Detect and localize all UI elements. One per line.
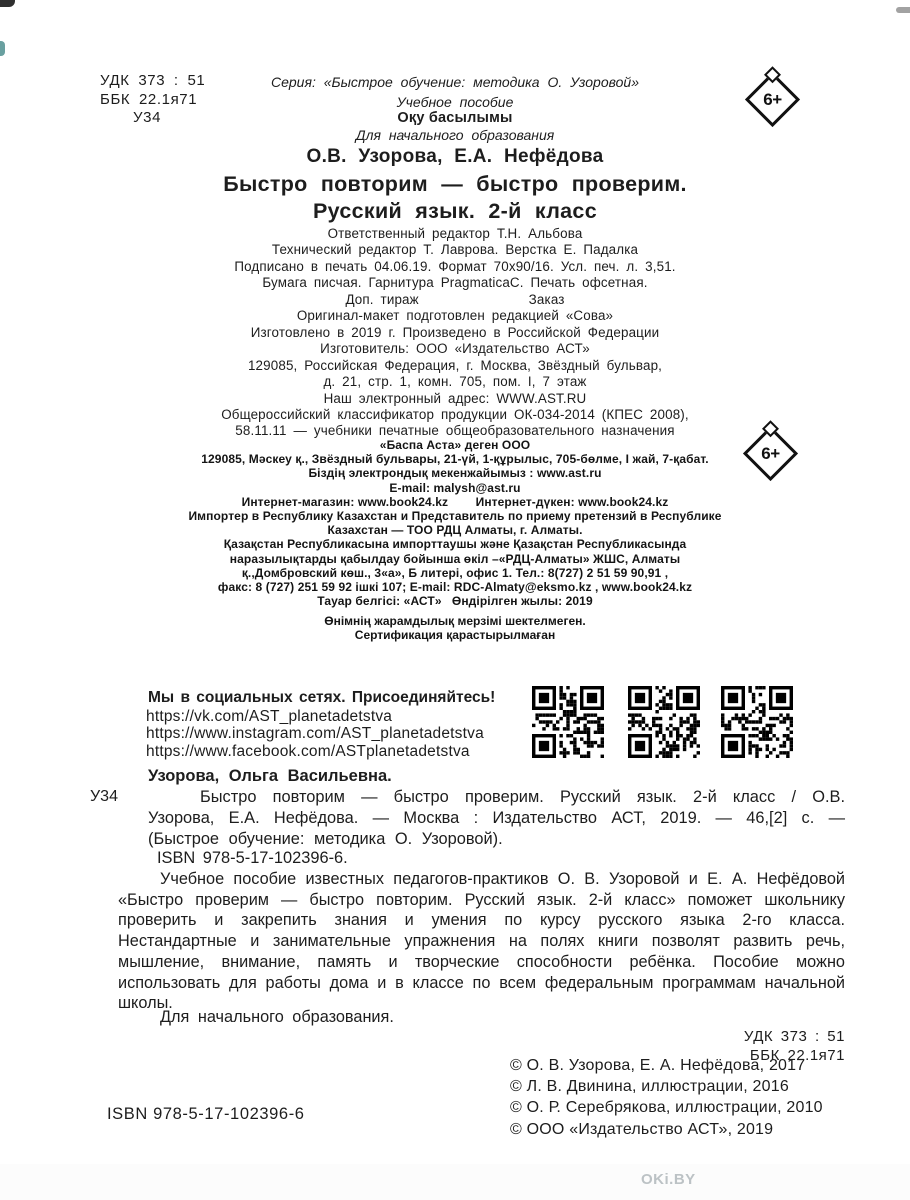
imprint-line: Изготовитель: ООО «Издательство АСТ»: [320, 341, 590, 357]
kazakh-imprint-line: наразылықтарды қабылдау бойынша өкіл –«РДЦ-Алматы» ЖШС, Алматы: [229, 551, 681, 566]
kazakh-imprint-block: [0, 438, 910, 608]
copyright-line: © О. В. Узорова, Е. А. Нефёдова, 2017: [510, 1057, 806, 1074]
copyright-line: © ООО «Издательство АСТ», 2019: [510, 1120, 774, 1138]
udk-number: УДК 373 : 51: [100, 72, 206, 89]
social-links-block: [146, 708, 484, 760]
social-heading: Мы в социальных сетях. Присоединяйтесь!: [148, 689, 496, 706]
qr-code: [628, 686, 700, 758]
bbk-number: ББК 22.1я71: [100, 90, 198, 108]
imprint-line: Подписано в печать 04.06.19. Формат 70x90/16. Усл. печ. л. 3,51.: [234, 258, 676, 274]
author-sign: У34: [133, 109, 162, 126]
social-link: https://www.instagram.com/AST_planetadetstva: [146, 725, 484, 743]
footer-bbk: ББК 22.1я71: [749, 1047, 845, 1064]
kazakh-imprint-line: қ.,Домбровский көш., 3«а», Б литері, офис 1. Тел.: 8(727) 2 51 59 90,91 ,: [241, 565, 669, 580]
watermark: OKi.BY: [641, 1171, 696, 1188]
imprint-block: [0, 226, 910, 440]
copyright-block: [510, 1055, 823, 1140]
social-link: https://vk.com/AST_planetadetstva: [146, 708, 393, 725]
scan-artifact-top-right: [896, 7, 910, 13]
audience-line: Для начального образования: [355, 127, 555, 143]
qr-code: [532, 686, 604, 758]
kazakh-imprint-line: Біздің электрондық мекенжайымыз : www.ast.ru: [308, 466, 602, 481]
book-title-line-2: Русский язык. 2-й класс: [313, 199, 597, 223]
annotation-paragraph: Учебное пособие известных педагогов-практиков О. В. Узоровой и Е. А. Нефёдовой «Быстро проверим — быстро повторим. Русский язык. 2-й класс» поможет школьнику проверить и закрепить знания и умения по курсу русского языка 2-го класса. Нестандартные и занимательные упражнения на полях книги позволят развить речь, мышление, внимание, память и творческие способности ребёнка. Пособие можно использовать для работы дома и в классе по всем федеральным программам начальной школы.: [118, 870, 845, 1013]
annotation-audience: Для начального образования.: [160, 1008, 394, 1026]
copyright-line: © О. Р. Серебрякова, иллюстрации, 2010: [510, 1099, 823, 1117]
imprint-line: 58.11.11 — учебники печатные общеобразовательного назначения: [235, 423, 675, 439]
imprint-line: Бумага писчая. Гарнитура PragmaticaC. Печать офсетная.: [262, 275, 648, 291]
catalog-code: У34: [90, 788, 118, 805]
imprint-line: Наш электронный адрес: WWW.AST.RU: [323, 390, 587, 406]
imprint-line: Оригинал-макет подготовлен редакцией «Сова»: [296, 308, 614, 324]
kazakh-imprint-line: 129085, Мәскеу қ., Звёздный бульвары, 21-үй, 1-құрылыс, 705-бөлме, I жай, 7-қабат.: [201, 452, 709, 467]
scan-artifact-top-left: [0, 0, 15, 7]
imprint-line: Общероссийский классификатор продукции ОК-034-2014 (КПЕС 2008),: [221, 406, 689, 422]
kazakh-note-line: Сертификация қарастырылмаған: [354, 628, 556, 643]
copyright-line: © Л. В. Двинина, иллюстрации, 2016: [510, 1078, 789, 1096]
kazakh-imprint-line: «Баспа Аста» деген ООО: [379, 438, 531, 452]
kazakh-note-line: Өнімнің жарамдылық мерзімі шектелмеген.: [324, 614, 586, 628]
catalog-isbn: ISBN 978-5-17-102396-6.: [157, 849, 348, 867]
kazakh-imprint-line: факс: 8 (727) 251 59 92 ішкі 107; E-mail: RDC-Almaty@eksmo.kz , www.book24.kz: [217, 580, 693, 595]
imprint-line: Ответственный редактор Т.Н. Альбова: [327, 226, 583, 241]
imprint-line: Изготовлено в 2019 г. Произведено в Российской Федерации: [250, 324, 660, 340]
kazakh-imprint-line: Казахстан — ТОО РДЦ Алматы, г. Алматы.: [327, 523, 583, 538]
book-title-line-1: Быстро повторим — быстро проверим.: [223, 172, 687, 196]
footer-band: [0, 1164, 910, 1200]
catalog-author-heading: Узорова, Ольга Васильевна.: [148, 767, 392, 785]
series-line: Серия: «Быстрое обучение: методика О. Узоровой»: [271, 74, 639, 90]
kazakh-imprint-line: Интернет-магазин: www.book24.kz Интернет-дүкен: www.book24.kz: [241, 494, 669, 509]
kazakh-note-block: [0, 614, 910, 642]
footer-isbn: ISBN 978-5-17-102396-6: [107, 1105, 305, 1123]
scan-artifact-left-edge: [0, 41, 5, 56]
edition-type-line: Учебное пособие: [396, 94, 514, 110]
footer-udk: УДК 373 : 51: [743, 1028, 845, 1045]
imprint-line: Технический редактор Т. Лаврова. Верстка Е. Падалка: [271, 242, 639, 258]
age-rating-label: 6+: [761, 443, 780, 463]
imprint-line: д. 21, стр. 1, комн. 705, пом. I, 7 этаж: [323, 374, 587, 390]
catalog-entry: Быстро повторим — быстро проверим. Русский язык. 2-й класс / О.В. Узорова, Е.А. Нефёдова. — Москва : Издательство АСТ, 2019. — 46,[2] с. — (Быстрое обучение: методика О. Узоровой).: [148, 788, 845, 848]
kazakh-imprint-line: Тауар белгісі: «АСТ» Өндірілген жылы: 2019: [317, 594, 593, 609]
kazakh-edition-line: Оқу басылымы: [397, 110, 513, 126]
imprint-line: 129085, Российская Федерация, г. Москва, Звёздный бульвар,: [247, 357, 663, 373]
social-link: https://www.facebook.com/ASTplanetadetstva: [146, 742, 470, 760]
kazakh-imprint-line: E-mail: malysh@ast.ru: [389, 480, 521, 495]
qr-code: [721, 686, 793, 758]
age-rating-label: 6+: [763, 89, 782, 109]
authors-line: О.В. Узорова, Е.А. Нефёдова: [306, 146, 604, 167]
kazakh-imprint-line: Қазақстан Республикасына импорттаушы және Қазақстан Республикасында: [223, 537, 687, 552]
imprint-line: Доп. тираж Заказ: [345, 291, 565, 307]
kazakh-imprint-line: Импортер в Республику Казахстан и Представитель по приему претензий в Республике: [188, 509, 722, 524]
